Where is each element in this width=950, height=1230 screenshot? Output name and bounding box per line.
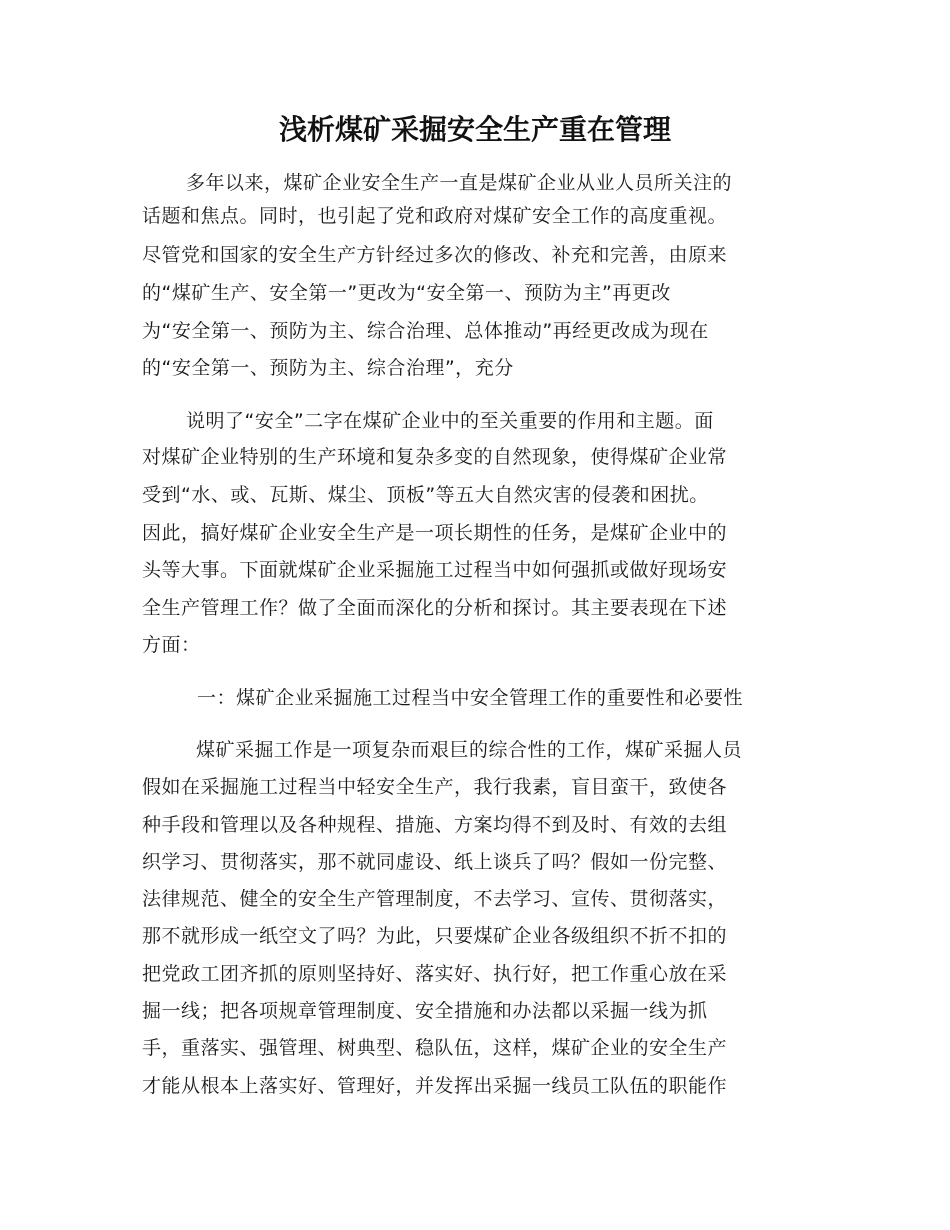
document-title: 浅析煤矿采掘安全生产重在管理 (278, 113, 671, 146)
paragraph-3-line-8: 掘一线；把各项规章管理制度、安全措施和办法都以采掘一线为抓 (142, 1000, 708, 1022)
paragraph-2-line-2: 对煤矿企业特别的生产环境和复杂多变的自然现象，使得煤矿企业常 (142, 446, 728, 468)
paragraph-3-line-2: 假如在采掘施工过程当中轻安全生产，我行我素，盲目蛮干，致使各 (142, 776, 728, 798)
paragraph-3-line-6: 那不就形成一纸空文了吗？为此，只要煤矿企业各级组织不折不扣的 (142, 925, 728, 947)
paragraph-1-line-6: 的“安全第一、预防为主、综合治理”，充分 (142, 357, 514, 379)
paragraph-3-line-1: 煤矿采掘工作是一项复杂而艰巨的综合性的工作，煤矿采掘人员 (196, 739, 743, 761)
paragraph-2-line-6: 全生产管理工作？做了全面而深化的分析和探讨。其主要表现在下述 (142, 597, 728, 619)
paragraph-3-line-5: 法律规范、健全的安全生产管理制度，不去学习、宣传、贯彻落实， (142, 888, 728, 910)
paragraph-1-line-4: 的“煤矿生产、安全第一”更改为“安全第一、预防为主”再更改 (142, 282, 671, 304)
paragraph-3-line-7: 把党政工团齐抓的原则坚持好、落实好、执行好，把工作重心放在采 (142, 963, 728, 985)
paragraph-3-line-3: 种手段和管理以及各种规程、措施、方案均得不到及时、有效的去组 (142, 814, 728, 836)
section-heading: 一：煤矿企业采掘施工过程当中安全管理工作的重要性和必要性 (197, 687, 744, 709)
paragraph-1-line-3: 尽管党和国家的安全生产方针经过多次的修改、补充和完善，由原来 (142, 244, 728, 266)
paragraph-2-line-4: 因此，搞好煤矿企业安全生产是一项长期性的任务，是煤矿企业中的 (142, 522, 728, 544)
paragraph-3-line-10: 才能从根本上落实好、管理好，并发挥出采掘一线员工队伍的职能作 (142, 1075, 728, 1097)
paragraph-1-line-1: 多年以来，煤矿企业安全生产一直是煤矿企业从业人员所关注的 (186, 172, 733, 194)
paragraph-2-line-3: 受到“水、或、瓦斯、煤尘、顶板”等五大自然灾害的侵袭和困扰。 (142, 484, 709, 506)
paragraph-2-line-1: 说明了“安全”二字在煤矿企业中的至关重要的作用和主题。面 (186, 410, 714, 432)
paragraph-1-line-5: 为“安全第一、预防为主、综合治理、总体推动”再经更改成为现在 (142, 320, 709, 342)
paragraph-3-line-9: 手，重落实、强管理、树典型、稳队伍，这样，煤矿企业的安全生产 (142, 1037, 728, 1059)
paragraph-3-line-4: 织学习、贯彻落实，那不就同虚设、纸上谈兵了吗？假如一份完整、 (142, 851, 728, 873)
paragraph-2-line-5: 头等大事。下面就煤矿企业采掘施工过程当中如何强抓或做好现场安 (142, 559, 728, 581)
paragraph-2-line-7: 方面： (142, 634, 201, 656)
paragraph-1-line-2: 话题和焦点。同时，也引起了党和政府对煤矿安全工作的高度重视。 (142, 205, 728, 227)
